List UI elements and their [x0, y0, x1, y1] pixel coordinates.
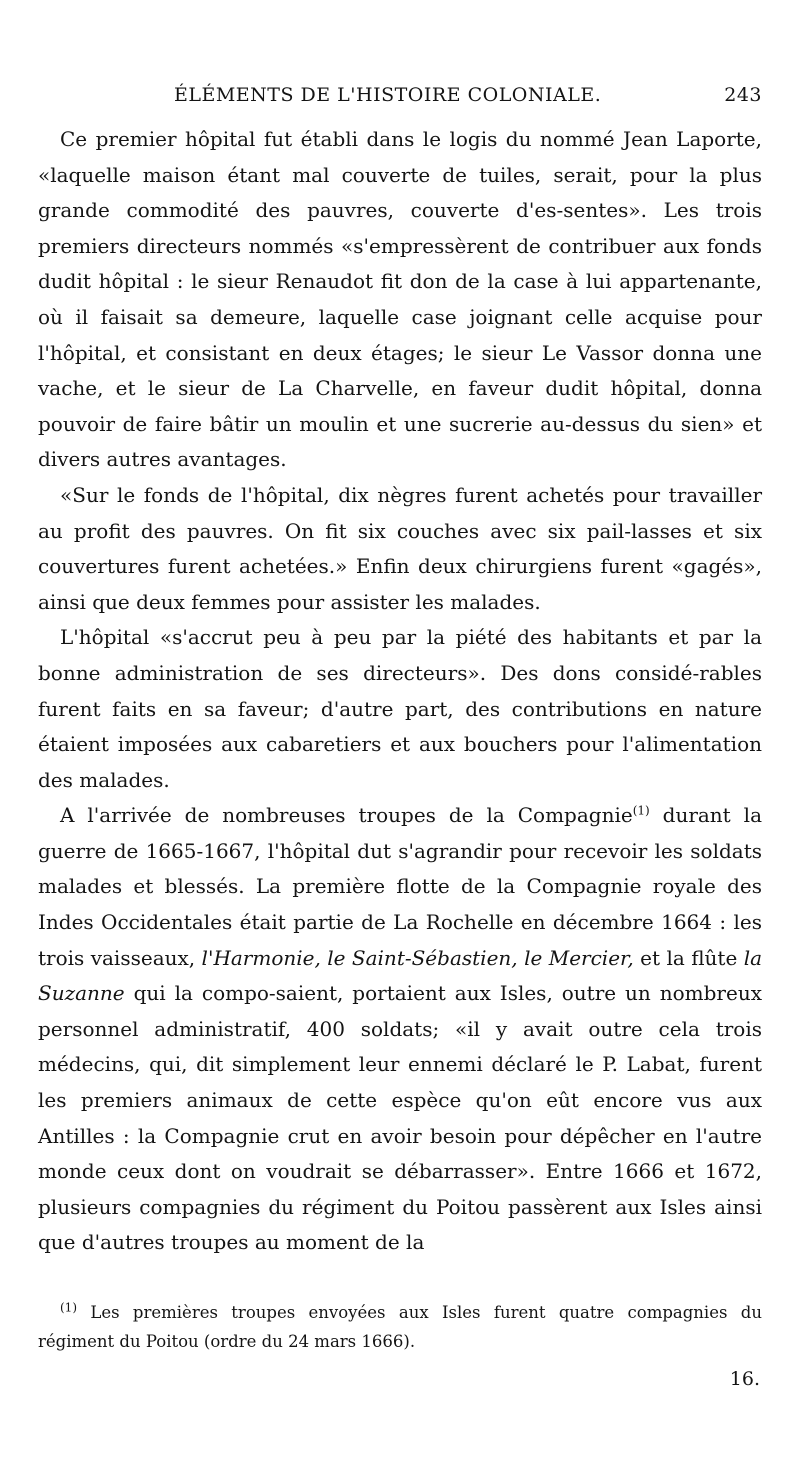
- ship-name: le Mercier,: [524, 945, 634, 970]
- footnote-text: Les premières troupes envoyées aux Isles furent quatre compagnies du régiment du Poitou (ordre du 24 mars 1666).: [38, 1303, 762, 1351]
- ship-name: l'Harmonie,: [201, 945, 321, 970]
- footnote-mark: (1): [60, 1300, 77, 1315]
- ship-name: la Suzanne: [38, 945, 763, 1006]
- paragraph-4-text-c: et la flûte: [633, 945, 744, 970]
- footnote: [38, 1298, 762, 1356]
- signature-mark: 16.: [729, 1368, 760, 1390]
- running-title: ÉLÉMENTS DE L'HISTOIRE COLONIALE.: [174, 84, 602, 106]
- paragraph-4: [38, 798, 762, 1261]
- ship-name: le Saint-Sébastien,: [327, 945, 518, 970]
- paragraph-3: L'hôpital «s'accrut peu à peu par la piété des habitants et par la bonne administration de ses directeurs». Des dons considé-rables furent faits en sa faveur; d'autre part, des contributions en nature étaient imposées aux cabaretiers et aux bouchers pour l'alimentation des malades.: [38, 625, 762, 792]
- paragraph-4-text-a: A l'arrivée de nombreuses troupes de la Compagnie: [60, 803, 633, 828]
- paragraph-4-text-b: durant la guerre de 1665-1667, l'hôpital dut s'agrandir pour recevoir les soldats malades et blessés. La première flotte de la Compagnie royale des Indes Occidentales était partie de La Rochelle en décembre 1664 : les trois vaisseaux,: [38, 803, 762, 970]
- page-number: 243: [724, 84, 762, 106]
- paragraph-1: Ce premier hôpital fut établi dans le logis du nommé Jean Laporte, «laquelle maison étant mal couverte de tuiles, serait, pour la plus grande commodité des pauvres, couverte d'es-sentes». Les trois premiers directeurs nommés «s'empressèrent de contribuer aux fonds dudit hôpital : le sieur Renaudot fit don de la case à lui appartenante, où il faisait sa demeure, laquelle case joignant celle acquise pour l'hôpital, et consistant en deux étages; le sieur Le Vassor donna une vache, et le sieur de La Charvelle, en faveur dudit hôpital, donna pouvoir de faire bâtir un moulin et une sucrerie au-dessus du sien» et divers autres avantages.: [38, 127, 762, 472]
- paragraph-4-text-d: qui la compo-saient, portaient aux Isles, outre un nombreux personnel administratif, 400 soldats; «il y avait outre cela trois médecins, qui, dit simplement leur ennemi déclaré le P. Labat, furent les premiers animaux de cette espèce qu'on eût encore vus aux Antilles : la Compagnie crut en avoir besoin pour dépêcher en l'autre monde ceux dont on voudrait se débarrasser». Entre 1666 et 1672, plusieurs compagnies du régiment du Poitou passèrent aux Isles ainsi que d'autres troupes au moment de la: [38, 981, 762, 1255]
- paragraph-2: «Sur le fonds de l'hôpital, dix nègres furent achetés pour travailler au profit des pauvres. On fit six couches avec six pail-lasses et six couvertures furent achetées.» Enfin deux chirurgiens furent «gagés», ainsi que deux femmes pour assister les malades.: [38, 482, 762, 614]
- footnote-reference: (1): [632, 803, 650, 818]
- body-text: [38, 122, 762, 1261]
